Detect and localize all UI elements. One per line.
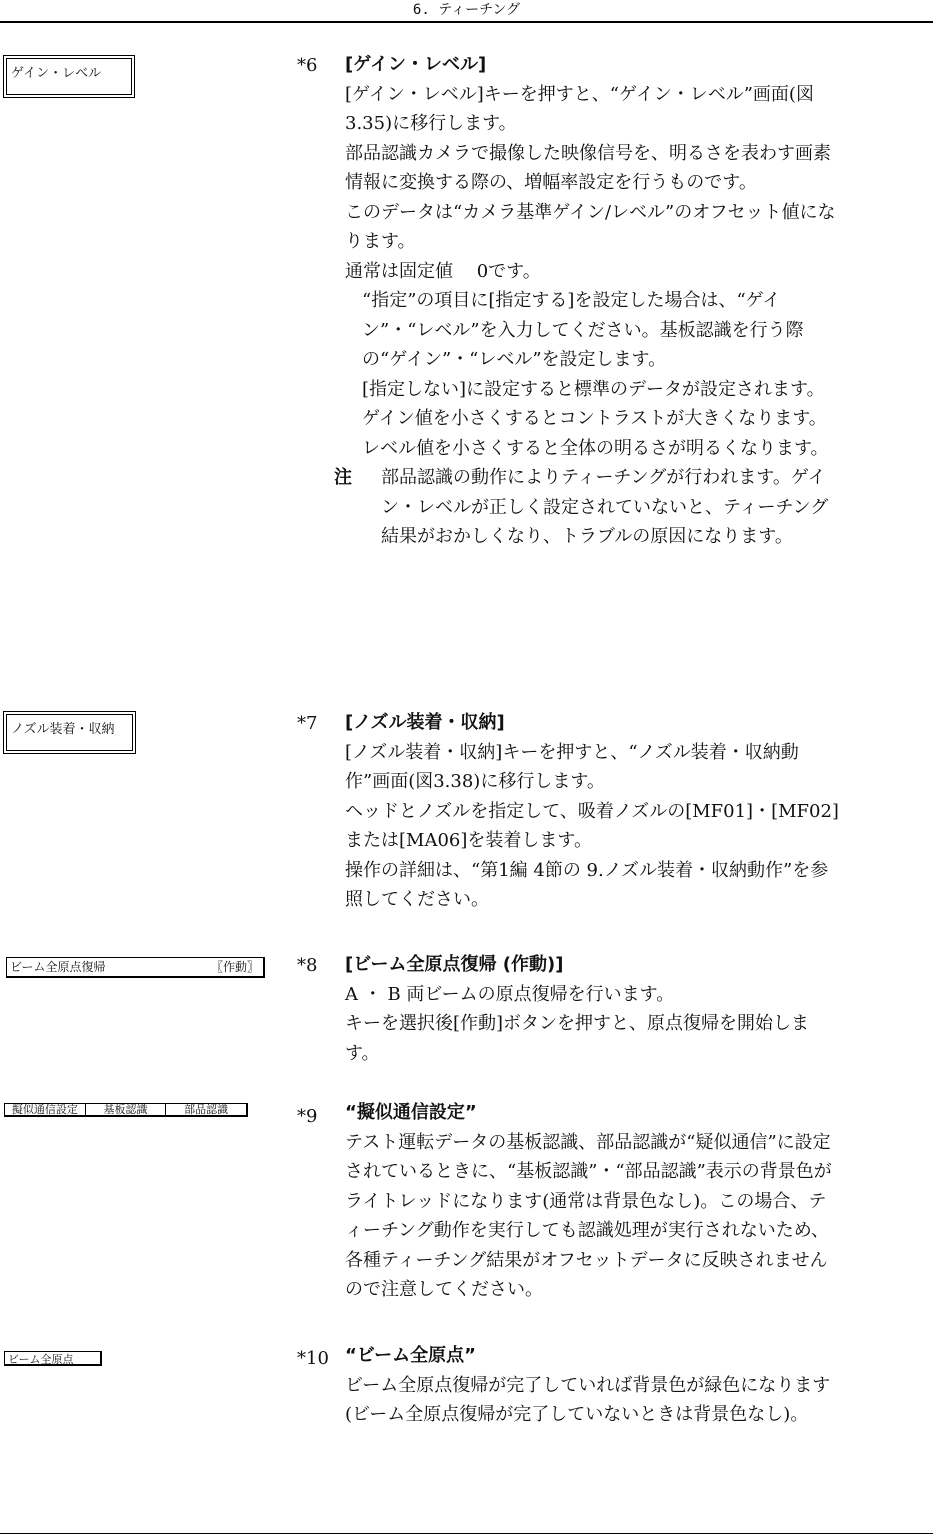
nozzle-mount-key-label: ノズル装着・収納 [11,722,115,737]
pseudo-comm-label: 擬似通信設定 [5,1104,86,1115]
beam-home-key-action: 〖作動〗 [210,960,259,974]
gain-level-key[interactable] [6,58,132,95]
beam-origin-indicator [4,1351,102,1366]
paragraph: ビーム全原点復帰が完了していれば背景色が緑色になります(ビーム全原点復帰が完了していないときは背景色なし)。 [345,1374,831,1425]
section-number: *10 [297,1348,329,1369]
gain-level-key-label: ゲイン・レベル [11,66,102,81]
nozzle-mount-key[interactable] [6,714,133,751]
board-recognition-label: 基板認識 [86,1104,167,1115]
section-number: *7 [297,713,318,734]
paragraph: 部品認識カメラで撮像した映像信号を、明るさを表わす画素情報に変換する際の、増幅率設定を行うものです。 [345,142,831,193]
paragraph: [ゲイン・レベル]キーを押すと、“ゲイン・レベル”画面(図3.35)に移行します。 [345,83,814,134]
sub-paragraph: ゲイン値を小さくするとコントラストが大きくなります。 [362,408,827,429]
paragraph: A ・ B 両ビームの原点復帰を行います。 [345,983,675,1005]
page-header [0,0,933,23]
section-title: “ビーム全原点” [345,1345,476,1366]
section-title: [ビーム全原点復帰 (作動)] [345,954,564,975]
section-nozzle-mount [345,708,840,915]
page-header-title: 6. ティーチング [412,2,521,18]
sub-paragraph: レベル値を小さくすると全体の明るさが明るくなります。 [362,437,829,459]
paragraph: 操作の詳細は、“第1編 4節の 9.ノズル装着・収納動作”を参照してください。 [345,859,829,910]
note-text: 部品認識の動作によりティーチングが行われます。ゲイン・レベルが正しく設定されていないと、ティーチング結果がおかしくなり、トラブルの原因になります。 [381,467,829,547]
beam-origin-indicator-label: ビーム全原点 [8,1353,74,1366]
section-gain-level [334,50,840,552]
section-title: “擬似通信設定” [345,1102,477,1123]
section-pseudo-comm [345,1098,840,1305]
section-beam-origin [345,1341,840,1430]
section-number: *8 [297,955,318,976]
note [334,463,840,552]
beam-home-key[interactable] [6,957,265,978]
beam-home-key-label: ビーム全原点復帰 [10,960,106,974]
section-title: [ノズル装着・収納] [345,712,505,733]
pseudo-comm-status-strip [4,1103,248,1117]
sub-paragraph: [指定しない]に設定すると標準のデータが設定されます。 [362,378,825,400]
section-title: [ゲイン・レベル] [345,54,487,75]
paragraph: テスト運転データの基板認識、部品認識が“疑似通信”に設定されているときに、“基板認識”・“部品認識”表示の背景色がライトレッドになります(通常は背景色なし)。この場合、ティーチング動作を実行しても認識処理が実行されないため、各種ティーチング結果がオフセットデータに反映されませんので注意してください。 [345,1131,832,1300]
paragraph: ヘッドとノズルを指定して、吸着ノズルの[MF01]・[MF02]または[MA06]を装着します。 [345,800,839,851]
paragraph: [ノズル装着・収納]キーを押すと、“ノズル装着・収納動作”画面(図3.38)に移行します。 [345,741,799,792]
paragraph: このデータは“カメラ基準ゲイン/レベル”のオフセット値になります。 [345,201,836,252]
sub-paragraph: “指定”の項目に[指定する]を設定した場合は、“ゲイン”・“レベル”を入力してください。基板認識を行う際の“ゲイン”・“レベル”を設定します。 [362,290,804,370]
part-recognition-label: 部品認識 [184,1103,229,1116]
footer-rule [0,1533,933,1534]
paragraph: キーを選択後[作動]ボタンを押すと、原点復帰を開始します。 [345,1013,810,1064]
sub-paragraphs [362,286,840,463]
section-beam-home [345,950,840,1068]
paragraph: 通常は固定値 0です。 [345,260,541,282]
note-label: 注 [334,467,352,488]
section-number: *6 [297,55,318,76]
section-number: *9 [297,1106,318,1127]
